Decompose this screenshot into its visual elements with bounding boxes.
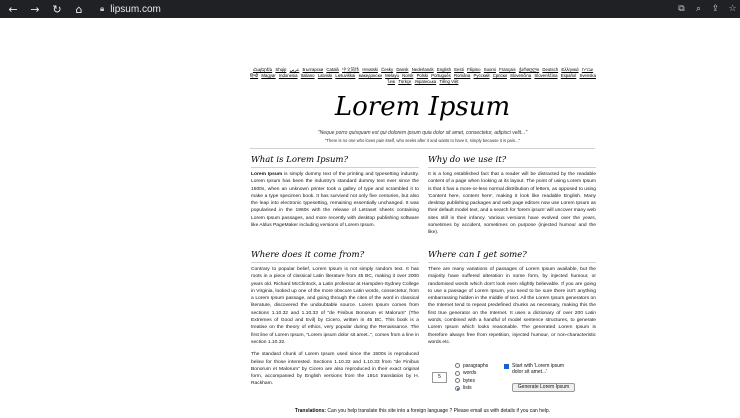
language-link[interactable]: Eesti <box>454 67 464 72</box>
language-link[interactable]: עברית <box>581 67 594 72</box>
language-link[interactable]: عربي <box>289 67 300 72</box>
body-text: is simply dummy text of the printing and typesetting industry. Lorem Ipsum has been the industry's standard dummy text ever since the 1500s, when an unknown printer took a galley of type and scrambled it to make a type specimen book. It has survived not only five centuries, but also the leap into electronic typesetting, remaining essentially unchanged. It was popularised in the 1960s with the release of Letraset sheets containing Lorem Ipsum passages, and more recently with desktop publishing software like Aldus PageMaker including versions of Lorem Ipsum. <box>251 172 419 229</box>
section-heading: Where can I get some? <box>428 250 596 263</box>
language-link[interactable]: Suomi <box>483 67 496 72</box>
option-label: words <box>463 370 477 377</box>
language-link[interactable]: Indonesia <box>278 73 298 78</box>
browser-actions <box>676 0 738 18</box>
option-label: paragraphs <box>463 362 489 369</box>
section-heading: What is Lorem Ipsum? <box>251 155 419 168</box>
option-lists[interactable] <box>455 385 488 393</box>
option-label: lists <box>463 385 472 392</box>
language-link[interactable]: Româna <box>454 73 471 78</box>
language-link[interactable]: ქართული <box>518 67 540 72</box>
quote-translation: "There is no one who loves pain itself, who seeks after it and wants to have it, simply because it is pain..." <box>324 138 521 143</box>
arrow-left-icon: ← <box>8 2 18 16</box>
section-text: The standard chunk of Lorem Ipsum used since the 1500s is reproduced below for those interested. Sections 1.10.32 and 1.10.33 from "de Finibus Bonorum et Malorum" by Cicero are also reproduced in their exact original form, accompanied by English versions from the 1914 translation by H. Rackham. <box>251 352 419 387</box>
language-link[interactable]: Español <box>560 73 577 78</box>
language-link[interactable]: Norsk <box>402 73 414 78</box>
section-heading: Why do we use it? <box>428 155 596 168</box>
radio-button[interactable] <box>455 371 460 376</box>
section-text: Contrary to popular belief, Lorem Ipsum is not simply random text. It has roots in a piece of classical Latin literature from 45 BC, making it over 2000 years old. Richard McClintock, a Latin professor at Hampden-Sydney College in Virginia, looked up one of the more obscure Latin words, consectetur, from a Lorem Ipsum passage, and going through the cites of the word in classical literature, discovered the undoubtable source. Lorem Ipsum comes from sections 1.10.32 and 1.10.33 of "de Finibus Bonorum et Malorum" (The Extremes of Good and Evil) by Cicero, written in 45 BC. This book is a treatise on the theory of ethics, very popular during the Renaissance. The first line of Lorem Ipsum, "Lorem ipsum dolor sit amet..", comes from a line in section 1.10.32. <box>251 267 419 345</box>
language-link[interactable]: Slovenčina <box>510 73 532 78</box>
footer-label: Translations: <box>294 408 327 414</box>
language-link[interactable]: Türkçe <box>398 79 412 84</box>
address-bar[interactable] <box>100 0 161 18</box>
language-link[interactable]: Filipino <box>466 67 481 72</box>
language-link[interactable]: Ελληνικά <box>561 67 579 72</box>
language-link[interactable]: Italiano <box>300 73 315 78</box>
language-link[interactable]: Tiếng Việt <box>439 79 459 84</box>
language-link[interactable]: Hrvatski <box>362 67 378 72</box>
browser-toolbar <box>0 0 740 18</box>
section-why <box>428 155 596 237</box>
generator-form <box>428 362 598 394</box>
home-icon: ⌂ <box>75 2 83 16</box>
language-link[interactable]: Dansk <box>396 67 409 72</box>
url-text: lipsum.com <box>110 3 161 15</box>
language-link[interactable]: Nederlands <box>411 67 434 72</box>
language-link[interactable]: Lietuviškai <box>335 73 356 78</box>
language-link[interactable]: Français <box>499 67 516 72</box>
translations-footer <box>250 408 595 414</box>
section-where-from <box>251 250 419 388</box>
start-with-checkbox[interactable] <box>504 363 570 375</box>
radio-button[interactable] <box>455 378 460 383</box>
option-paragraphs[interactable] <box>455 362 488 370</box>
zoom-icon[interactable]: ⌕ <box>695 4 702 14</box>
option-label: bytes <box>463 377 475 384</box>
language-link[interactable]: Melayu <box>385 73 399 78</box>
section-heading: Where does it come from? <box>251 250 419 263</box>
forward-button[interactable] <box>28 2 42 16</box>
language-link[interactable]: македонски <box>358 73 382 78</box>
section-text <box>251 171 419 229</box>
radio-button[interactable] <box>455 363 460 368</box>
bookmark-star-icon[interactable]: ☆ <box>728 4 737 14</box>
language-link[interactable]: Português <box>431 73 451 78</box>
lead-text: Lorem Ipsum <box>251 172 283 177</box>
language-link[interactable]: Svenska <box>579 73 596 78</box>
language-link[interactable]: ไทย <box>387 79 396 84</box>
latin-quote: "Neque porro quisquam est qui dolorem ipsum quia dolor sit amet, consectetur, adipisci velit..." <box>317 130 528 136</box>
generate-button[interactable]: Generate Lorem Ipsum <box>512 383 575 392</box>
option-bytes[interactable] <box>455 377 488 385</box>
lock-icon: 🔒︎ <box>100 4 105 13</box>
language-link[interactable]: 中文简体 <box>342 67 360 72</box>
amount-input[interactable]: 5 <box>432 372 447 383</box>
translate-icon[interactable]: ⧉ <box>678 4 685 14</box>
reload-button[interactable] <box>50 2 64 16</box>
section-where-get <box>428 250 596 346</box>
type-options <box>455 362 488 392</box>
section-text: There are many variations of passages of Lorem Ipsum available, but the majority have suffered alteration in some form, by injected humour, or randomised words which don't look even slightly believable. If you are going to use a passage of Lorem Ipsum, you need to be sure there isn't anything embarrassing hidden in the middle of text. All the Lorem Ipsum generators on the Internet tend to repeat predefined chunks as necessary, making this the first true generator on the Internet. It uses a dictionary of over 200 Latin words, combined with a handful of model sentence structures, to generate Lorem Ipsum which looks reasonable. The generated Lorem Ipsum is therefore always free from repetition, injected humour, or non-characteristic words etc. <box>428 267 596 345</box>
language-link[interactable]: Deutsch <box>542 67 559 72</box>
language-link[interactable]: हिन्दी <box>250 73 259 78</box>
language-link[interactable]: Українська <box>414 79 437 84</box>
section-what-is <box>251 155 419 229</box>
section-text: It is a long established fact that a reader will be distracted by the readable content of a page when looking at its layout. The point of using Lorem Ipsum is that it has a more-or-less normal distribution of letters, as opposed to using 'Content here, content here', making it look like readable English. Many desktop publishing packages and web page editors now use Lorem Ipsum as their default model text, and a search for 'lorem ipsum' will uncover many web sites still in their infancy. Various versions have evolved over the years, sometimes by accident, sometimes on purpose (injected humour and the like). <box>428 172 596 236</box>
language-link[interactable]: Slovenščina <box>534 73 558 78</box>
language-link[interactable]: English <box>436 67 451 72</box>
back-button[interactable] <box>6 2 20 16</box>
language-link[interactable]: Polski <box>416 73 429 78</box>
option-words[interactable] <box>455 370 488 378</box>
language-link[interactable]: Česky <box>381 67 394 72</box>
language-link[interactable]: Català <box>326 67 339 72</box>
language-link[interactable]: Latviski <box>317 73 333 78</box>
share-icon[interactable]: ⇪ <box>711 4 720 14</box>
language-link[interactable]: Pyccкий <box>473 73 490 78</box>
language-link[interactable]: Shqip <box>275 67 287 72</box>
page-title: Lorem Ipsum <box>334 92 511 122</box>
language-link[interactable]: Magyar <box>261 73 276 78</box>
home-button[interactable] <box>72 2 86 16</box>
language-link[interactable]: Հայերեն <box>252 67 273 72</box>
language-link[interactable]: Српски <box>492 73 507 78</box>
checkbox-label: Start with 'Lorem ipsum dolor sit amet...' <box>512 363 565 375</box>
language-list <box>248 67 598 85</box>
language-link[interactable]: Български <box>302 67 324 72</box>
arrow-right-icon: → <box>30 2 40 16</box>
radio-button[interactable] <box>455 386 460 391</box>
reload-icon: ↻ <box>52 2 62 16</box>
divider <box>250 148 595 149</box>
footer-text: Can you help translate this site into a foreign language ? Please email us with details if you can help. <box>326 408 551 414</box>
checkbox[interactable] <box>504 364 509 369</box>
